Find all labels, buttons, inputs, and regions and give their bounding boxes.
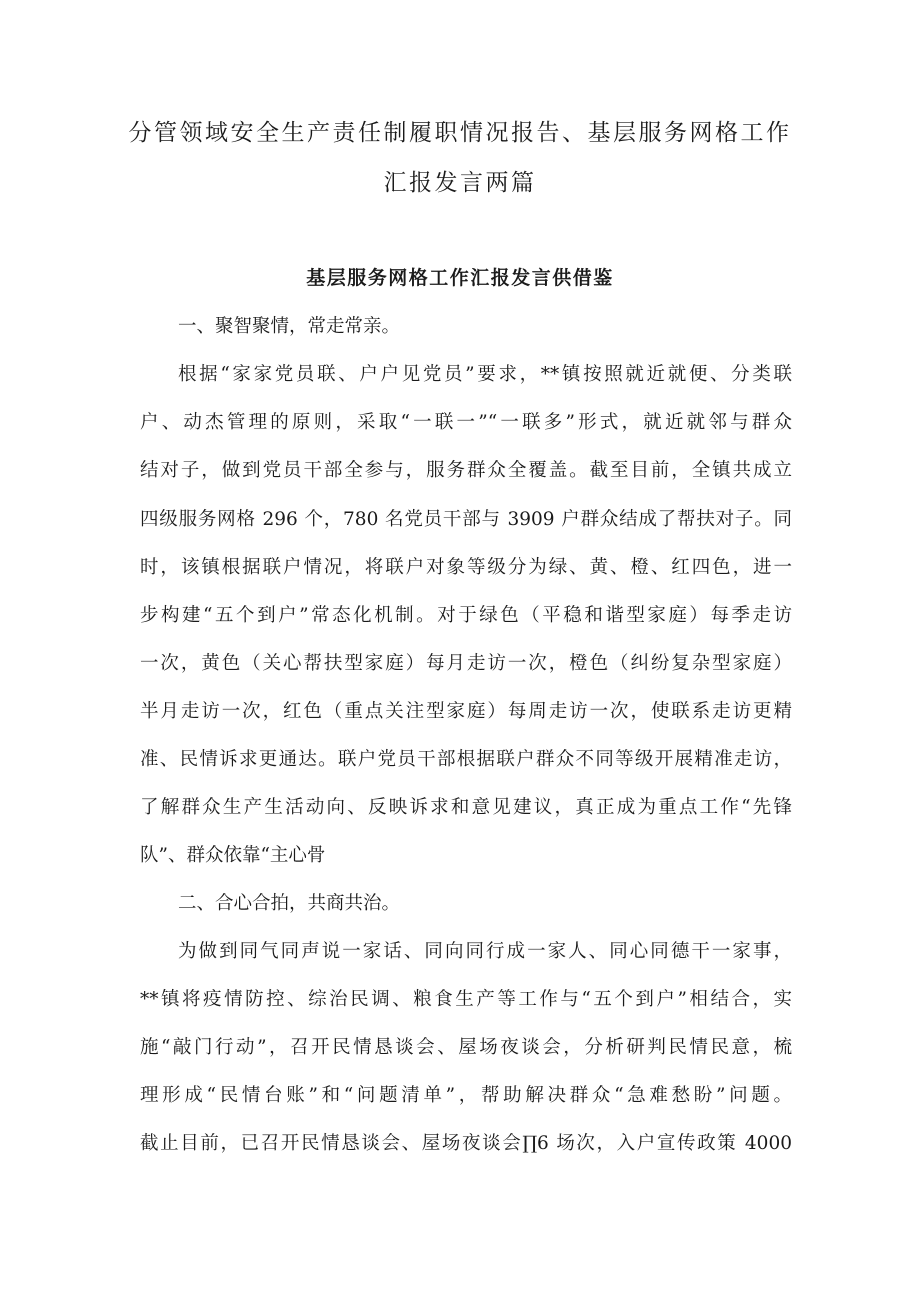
paragraph-1-line: 一次，黄色（关心帮扶型家庭）每月走访一次，橙色（纠纷复杂型家庭） [140,653,792,674]
paragraph-1-line: 队”、群众依靠“主心骨 [140,845,326,866]
section-title: 基层服务网格工作汇报发言供借鉴 [306,267,614,289]
paragraph-1-line: 结对子，做到党员干部全参与，服务群众全覆盖。截至目前，全镇共成立 [140,460,792,481]
heading-1: 一、聚智聚情，常走常亲。 [178,316,401,337]
paragraph-2-line: 为做到同气同声说一家话、同向同行成一家人、同心同德干一家事， [178,941,792,962]
paragraph-1-line: 了解群众生产生活动向、反映诉求和意见建议，真正成为重点工作“先锋 [140,797,792,818]
document-title-line-1: 分管领域安全生产责任制履职情况报告、基层服务网格工作 [128,120,792,146]
paragraph-2-line: 理形成“民情台账”和“问题清单”，帮助解决群众“急难愁盼”问题。 [140,1085,792,1106]
paragraph-2-line: 截止目前，已召开民情恳谈会、屋场夜谈会∏6 场次，入户宣传政策 4000 [140,1133,792,1154]
heading-2: 二、合心合拍，共商共治。 [178,893,401,914]
paragraph-2-line: 施“敲门行动”，召开民情恳谈会、屋场夜谈会，分析研判民情民意，梳 [140,1037,792,1058]
paragraph-1-line: 户、动杰管理的原则，采取“一联一”“一联多”形式，就近就邻与群众 [140,412,792,433]
paragraph-1-line: 步构建“五个到户”常态化机制。对于绿色（平稳和谐型家庭）每季走访 [140,605,792,626]
paragraph-2-line: **镇将疫情防控、综治民调、粮食生产等工作与“五个到户”相结合，实 [140,989,792,1010]
paragraph-1-line: 四级服务网格 296 个，780 名党员干部与 3909 户群众结成了帮扶对子。同 [140,509,792,530]
document-title-line-2: 汇报发言两篇 [383,170,537,196]
paragraph-1-line: 时，该镇根据联户情况，将联户对象等级分为绿、黄、橙、红四色，进一 [140,557,792,578]
paragraph-1-line: 半月走访一次，红色（重点关注型家庭）每周走访一次，使联系走访更精 [140,701,792,722]
paragraph-1-line: 准、民情诉求更通达。联户党员干部根据联户群众不同等级开展精准走访， [140,749,792,770]
paragraph-1-line: 根据“家家党员联、户户见党员”要求，**镇按照就近就便、分类联 [178,364,792,385]
